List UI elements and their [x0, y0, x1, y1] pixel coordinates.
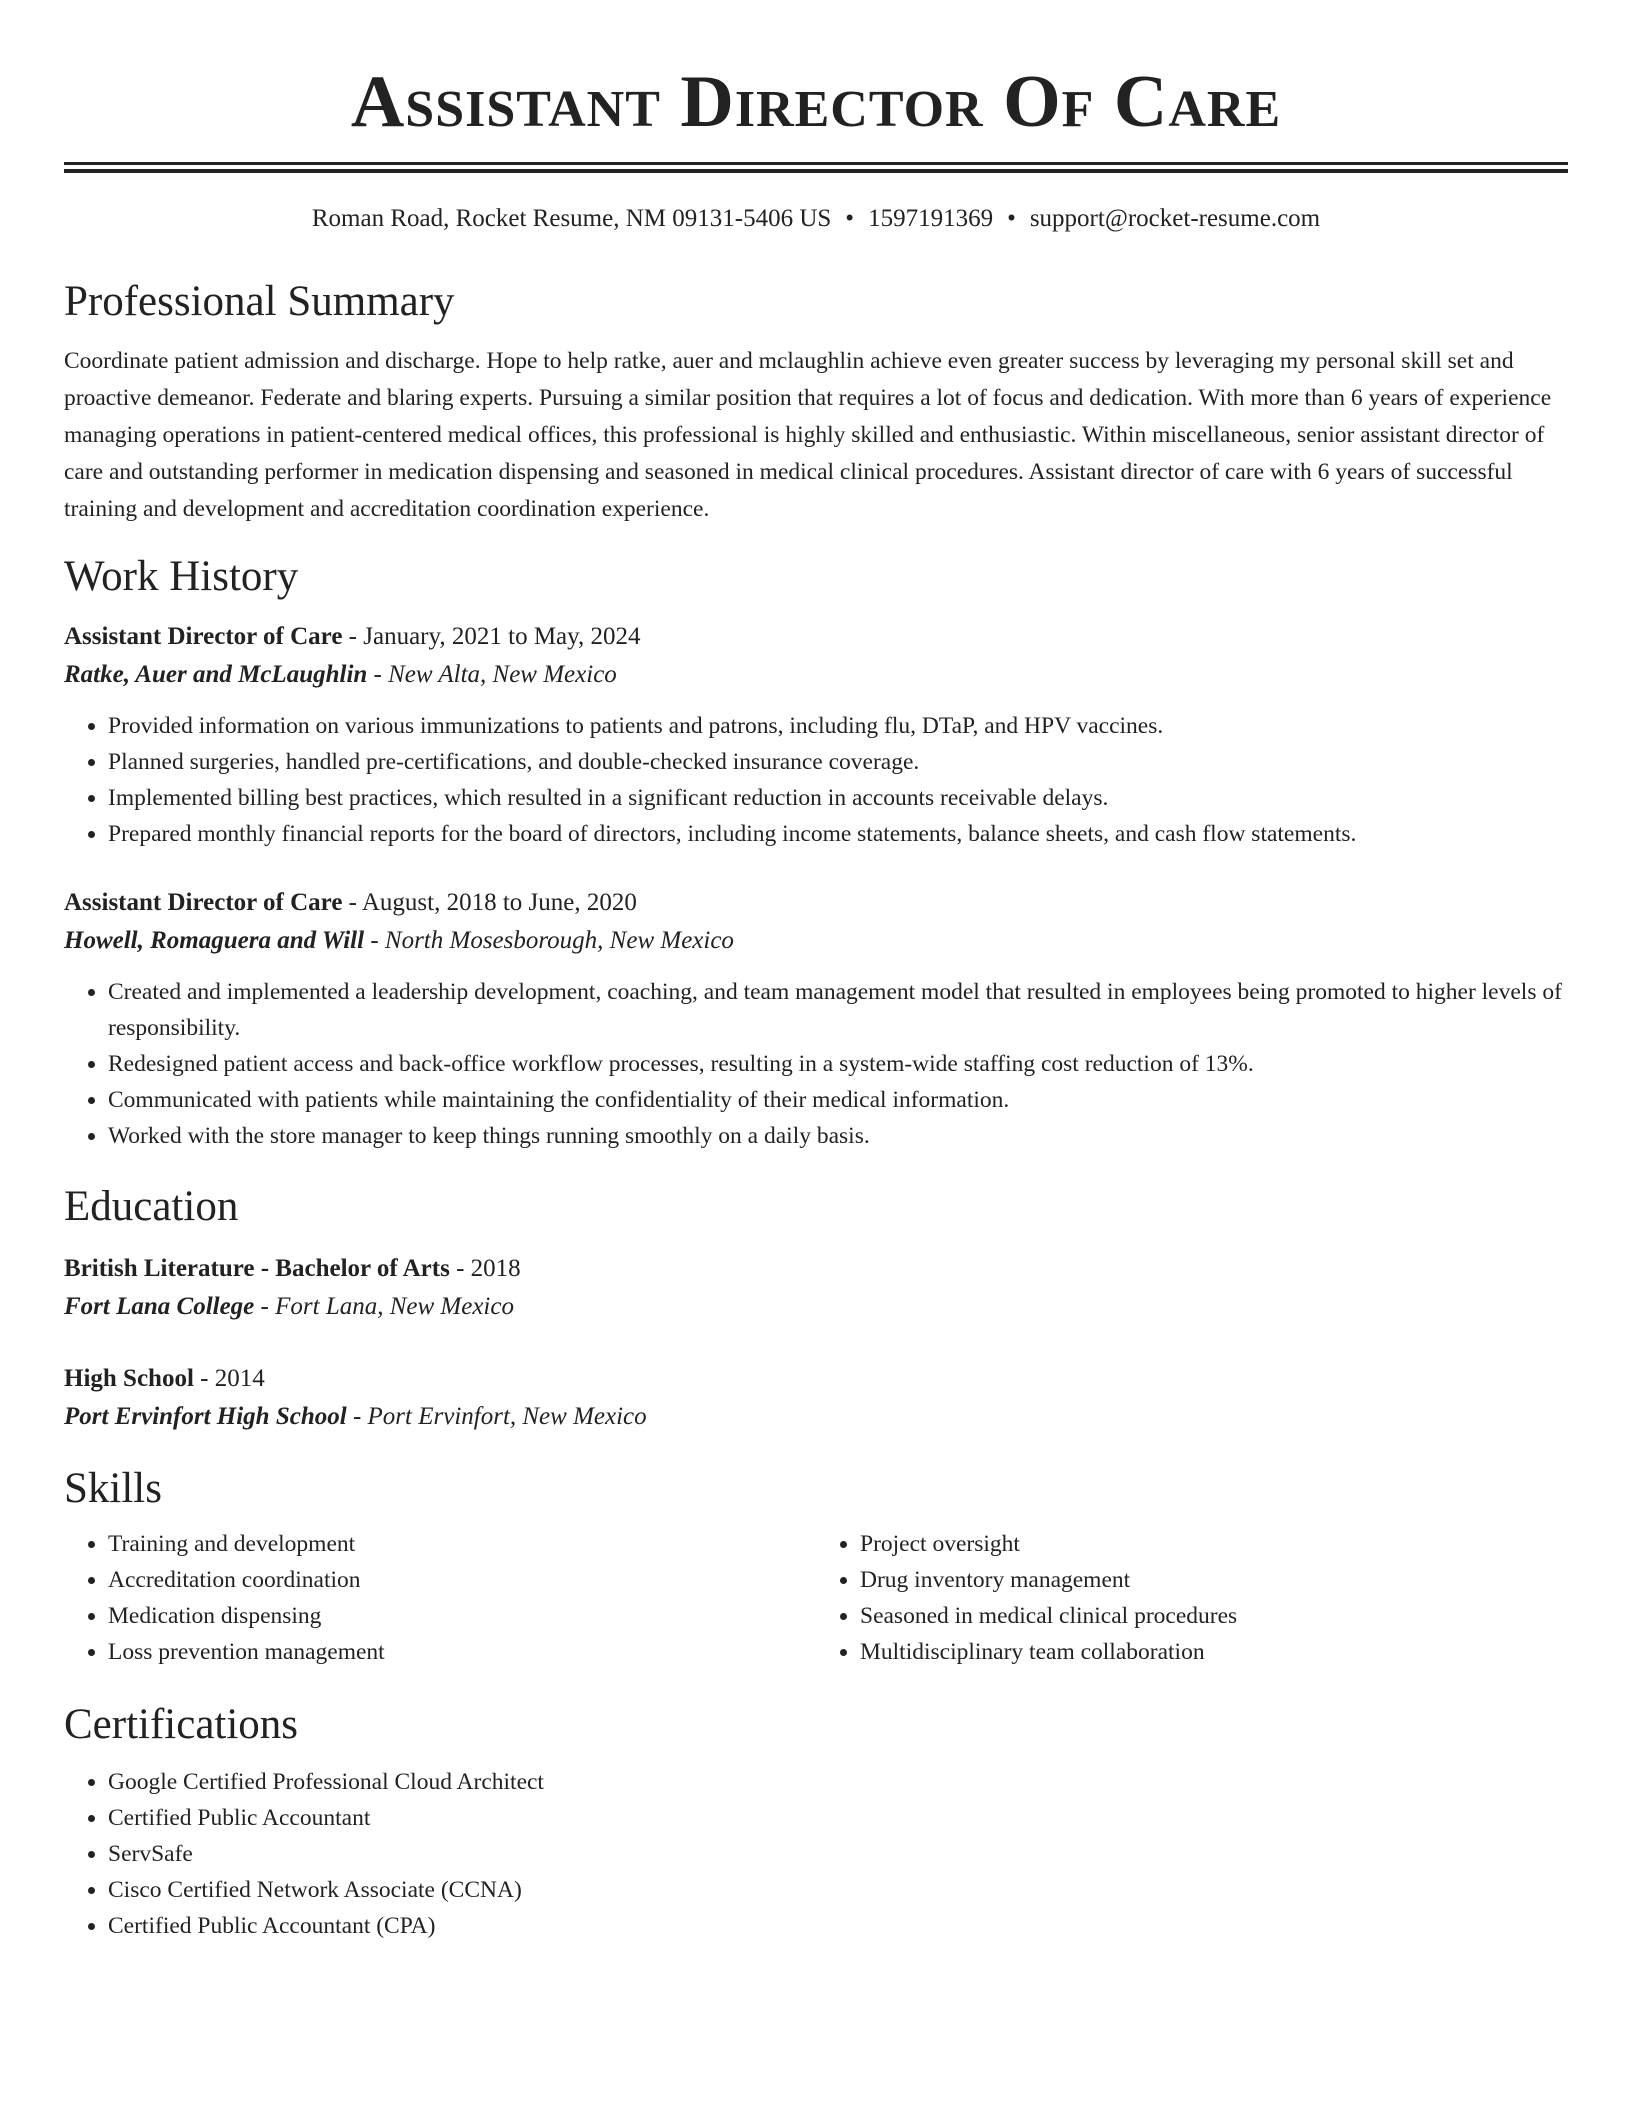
job-company-line [64, 656, 1568, 694]
skill-item: • Seasoned in medical clinical procedures [860, 1598, 1568, 1634]
job-bullets [64, 974, 1568, 1154]
education-degree: British Literature - Bachelor of Arts [64, 1255, 450, 1282]
job-entry [64, 618, 1568, 852]
job-bullet: • Planned surgeries, handled pre-certifications, and double-checked insurance coverage. [108, 744, 1568, 780]
education-school-line [64, 1288, 1568, 1326]
education-school: Port Ervinfort High School [64, 1403, 347, 1430]
certifications-list [64, 1764, 1568, 1944]
job-bullet: • Worked with the store manager to keep things running smoothly on a daily basis. [108, 1118, 1568, 1154]
skill-item: • Loss prevention management [108, 1634, 816, 1670]
skills-grid [64, 1526, 1568, 1670]
education-location: - Port Ervinfort, New Mexico [346, 1403, 647, 1430]
education-entry [64, 1360, 1568, 1436]
resume-title: Assistant Director Of Care [350, 61, 1282, 143]
education-degree-line [64, 1250, 1568, 1288]
certification-item: • ServSafe [108, 1836, 1568, 1872]
title-divider [64, 162, 1568, 173]
skill-item: • Drug inventory management [860, 1562, 1568, 1598]
skills-heading: Skills [64, 1465, 162, 1512]
job-dates: - August, 2018 to June, 2020 [342, 889, 637, 916]
job-bullet: • Redesigned patient access and back-office workflow processes, resulting in a system-wide staffing cost reduction of 13%. [108, 1046, 1568, 1082]
job-bullet: • Created and implemented a leadership development, coaching, and team management model that resulted in employees being promoted to higher levels of responsibility. [108, 974, 1568, 1046]
skill-item: • Accreditation coordination [108, 1562, 816, 1598]
summary-heading: Professional Summary [64, 278, 455, 325]
skill-item: • Project oversight [860, 1526, 1568, 1562]
skill-item: • Multidisciplinary team collaboration [860, 1634, 1568, 1670]
certification-item: • Certified Public Accountant [108, 1800, 1568, 1836]
summary-text: Coordinate patient admission and discharge. Hope to help ratke, auer and mclaughlin achieve even greater success by leveraging my personal skill set and proactive demeanor. Federate and blaring experts. Pursuing a similar position that requires a lot of focus and dedication. With more than 6 years of experience managing operations in patient-centered medical offices, this professional is highly skilled and enthusiastic. Within miscellaneous, senior assistant director of care and outstanding performer in medication dispensing and seasoned in medical clinical procedures. Assistant director of care with 6 years of successful training and development and accreditation coordination experience. [64, 348, 1552, 522]
education-year: - 2014 [193, 1365, 265, 1392]
job-entry [64, 884, 1568, 1154]
job-company: Howell, Romaguera and Will [64, 927, 365, 954]
skills-list-right [816, 1526, 1568, 1670]
job-location: - North Mosesborough, New Mexico [364, 927, 734, 954]
certification-item: • Google Certified Professional Cloud Architect [108, 1764, 1568, 1800]
education-degree-line [64, 1360, 1568, 1398]
job-bullet: • Communicated with patients while maintaining the confidentiality of their medical information. [108, 1082, 1568, 1118]
job-bullets [64, 708, 1568, 852]
job-bullet: • Provided information on various immunizations to patients and patrons, including flu, DTaP, and HPV vaccines. [108, 708, 1568, 744]
education-degree: High School [64, 1365, 194, 1392]
job-company-line [64, 922, 1568, 960]
job-title: Assistant Director of Care [64, 623, 343, 650]
certifications-heading: Certifications [64, 1701, 299, 1748]
job-title-line [64, 884, 1568, 922]
education-school: Fort Lana College [64, 1293, 255, 1320]
work-history-heading: Work History [64, 553, 299, 600]
education-heading: Education [64, 1183, 239, 1230]
job-company: Ratke, Auer and McLaughlin [64, 661, 368, 688]
job-location: - New Alta, New Mexico [367, 661, 617, 688]
contact-phone: 1597191369 [868, 205, 994, 232]
job-bullet: • Prepared monthly financial reports for the board of directors, including income statements, balance sheets, and cash flow statements. [108, 816, 1568, 852]
certification-item: • Certified Public Accountant (CPA) [108, 1908, 1568, 1944]
education-year: - 2018 [449, 1255, 521, 1282]
contact-address: Roman Road, Rocket Resume, NM 09131-5406 US [311, 205, 832, 232]
contact-line [64, 203, 1568, 235]
contact-email: support@rocket-resume.com [1029, 205, 1321, 232]
skill-item: • Training and development [108, 1526, 816, 1562]
skills-list-left [64, 1526, 816, 1670]
certification-item: • Cisco Certified Network Associate (CCNA) [108, 1872, 1568, 1908]
education-school-line [64, 1398, 1568, 1436]
job-dates: - January, 2021 to May, 2024 [342, 623, 641, 650]
education-location: - Fort Lana, New Mexico [254, 1293, 514, 1320]
contact-separator: • [845, 205, 855, 232]
contact-separator: • [1007, 205, 1016, 232]
education-entry [64, 1250, 1568, 1326]
job-title: Assistant Director of Care [64, 889, 343, 916]
job-bullet: • Implemented billing best practices, which resulted in a significant reduction in accounts receivable delays. [108, 780, 1568, 816]
skill-item: • Medication dispensing [108, 1598, 816, 1634]
job-title-line [64, 618, 1568, 656]
